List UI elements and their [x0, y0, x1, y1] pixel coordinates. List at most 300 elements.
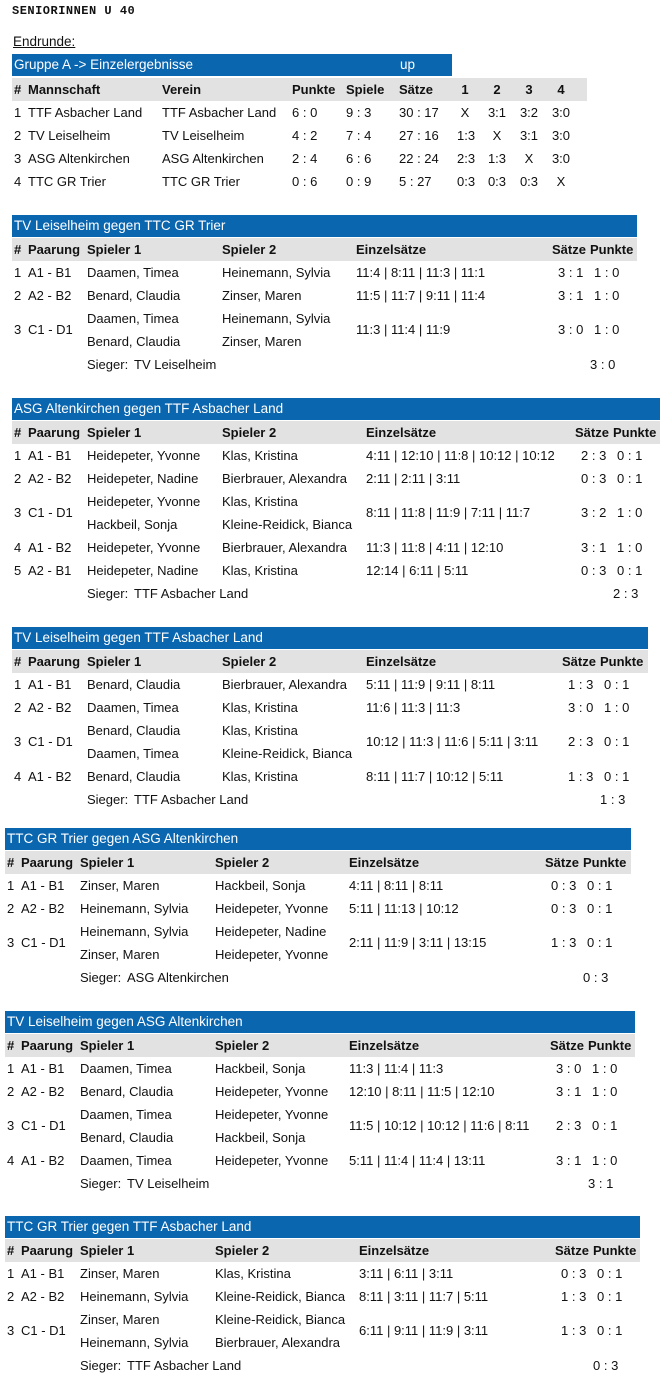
cell-saetze: 2 : 3	[556, 1118, 582, 1133]
player-name: Kleine-Reidick, Bianca	[215, 1312, 346, 1327]
sieger-row	[12, 353, 637, 376]
cell-spieler-2	[215, 920, 328, 966]
match-row	[12, 765, 648, 788]
header-saetze: Sätze	[550, 1038, 584, 1053]
standings-cell-verein: TTC GR Trier	[162, 174, 240, 189]
header-rank: #	[7, 1243, 15, 1258]
header-col-1: 1	[461, 82, 469, 97]
cell-game-number: 2	[14, 288, 22, 303]
match-row	[5, 1080, 635, 1103]
standings-cell-verein: TTF Asbacher Land	[162, 105, 277, 120]
header-punkte: Punkte	[590, 242, 634, 257]
cell-einzelsaetze: 3:11 | 6:11 | 3:11	[359, 1266, 454, 1281]
header-spieler-1: Spieler 1	[87, 654, 142, 669]
match-row	[5, 897, 631, 920]
cell-spieler-2	[215, 1285, 345, 1308]
standings-cell-team: TTF Asbacher Land	[28, 105, 143, 120]
header-rank: #	[14, 82, 22, 97]
group-table-header	[12, 78, 587, 101]
match-title: TTC GR Trier gegen ASG Altenkirchen	[5, 828, 631, 850]
cell-spieler-1	[80, 1149, 172, 1172]
cell-game-number: 2	[14, 700, 22, 715]
cell-paarung: C1 - D1	[21, 1118, 66, 1133]
header-einzelsaetze: Einzelsätze	[366, 425, 437, 440]
cell-einzelsaetze: 5:11 | 11:13 | 10:12	[349, 901, 459, 916]
player-name: Heinemann, Sylvia	[222, 311, 331, 326]
cell-saetze: 1 : 3	[561, 1289, 587, 1304]
sieger-score: 2 : 3	[613, 586, 639, 601]
header-paarung: Paarung	[28, 242, 81, 257]
header-col-2: 2	[493, 82, 501, 97]
sieger-row	[5, 1172, 635, 1195]
header-punkte: Punkte	[588, 1038, 632, 1053]
cell-paarung: A1 - B1	[21, 878, 65, 893]
cell-game-number: 3	[14, 322, 22, 337]
cell-paarung: A1 - B2	[28, 769, 72, 784]
cell-spieler-2	[215, 874, 305, 897]
cell-einzelsaetze: 8:11 | 11:8 | 11:9 | 7:11 | 11:7	[366, 505, 531, 520]
player-name: Bierbrauer, Alexandra	[215, 1335, 341, 1350]
cell-spieler-1	[87, 719, 180, 765]
cell-paarung: A2 - B2	[21, 901, 65, 916]
match-row	[12, 444, 660, 467]
standings-row	[12, 147, 587, 170]
standings-cell-punkte: 4 : 2	[292, 128, 318, 143]
match-row	[5, 1149, 635, 1172]
header-spieler-2: Spieler 2	[215, 1038, 270, 1053]
match-row	[12, 467, 660, 490]
standings-cell-team: TV Leiselheim	[28, 128, 111, 143]
cell-paarung: A2 - B2	[28, 288, 72, 303]
player-name: Kleine-Reidick, Bianca	[215, 1289, 346, 1304]
sieger-label: Sieger:	[87, 792, 129, 807]
match-table-header	[5, 1239, 640, 1262]
cell-punkte: 0 : 1	[587, 935, 613, 950]
cell-einzelsaetze: 8:11 | 11:7 | 10:12 | 5:11	[366, 769, 504, 784]
sieger-score: 0 : 3	[593, 1358, 619, 1373]
player-name: Hackbeil, Sonja	[87, 517, 178, 532]
cell-einzelsaetze: 12:10 | 8:11 | 11:5 | 12:10	[349, 1084, 495, 1099]
cell-saetze: 3 : 1	[581, 540, 607, 555]
player-name: Daamen, Timea	[87, 265, 179, 280]
cell-spieler-2	[222, 536, 347, 559]
cell-punkte: 1 : 0	[594, 288, 620, 303]
cell-punkte: 0 : 1	[604, 734, 630, 749]
endrunde-heading: Endrunde:	[13, 34, 76, 49]
cell-spieler-2	[222, 673, 347, 696]
header-punkte: Punkte	[292, 82, 336, 97]
player-name: Kleine-Reidick, Bianca	[222, 517, 353, 532]
cell-spieler-1	[80, 920, 188, 966]
match-row	[5, 920, 631, 966]
player-name: Daamen, Timea	[87, 746, 179, 761]
standings-cell-vs-3: X	[524, 151, 534, 166]
cell-spieler-1	[87, 261, 179, 284]
cell-saetze: 3 : 2	[581, 505, 607, 520]
player-name: Benard, Claudia	[87, 334, 181, 349]
header-saetze: Sätze	[562, 654, 596, 669]
header-col-3: 3	[525, 82, 533, 97]
player-name: Daamen, Timea	[80, 1107, 172, 1122]
standings-cell-spiele: 0 : 9	[346, 174, 372, 189]
header-punkte: Punkte	[583, 855, 627, 870]
sieger-row	[5, 966, 631, 989]
standings-cell-spiele: 9 : 3	[346, 105, 372, 120]
standings-row	[12, 124, 587, 147]
player-name: Heinemann, Sylvia	[222, 265, 331, 280]
cell-game-number: 1	[14, 448, 22, 463]
cell-saetze: 1 : 3	[551, 935, 577, 950]
cell-punkte: 0 : 1	[597, 1266, 623, 1281]
cell-saetze: 0 : 3	[561, 1266, 587, 1281]
cell-einzelsaetze: 4:11 | 8:11 | 8:11	[349, 878, 444, 893]
player-name: Klas, Kristina	[222, 723, 298, 738]
player-name: Heidepeter, Yvonne	[87, 540, 201, 555]
header-saetze: Sätze	[552, 242, 586, 257]
cell-saetze: 1 : 3	[561, 1323, 587, 1338]
player-name: Benard, Claudia	[87, 677, 181, 692]
header-paarung: Paarung	[21, 855, 74, 870]
cell-saetze: 3 : 1	[556, 1153, 582, 1168]
header-paarung: Paarung	[21, 1243, 74, 1258]
standings-cell-vs-3: 3:1	[519, 128, 539, 143]
cell-paarung: A1 - B2	[28, 540, 72, 555]
cell-saetze: 3 : 0	[568, 700, 594, 715]
player-name: Bierbrauer, Alexandra	[222, 540, 348, 555]
cell-einzelsaetze: 11:6 | 11:3 | 11:3	[366, 700, 461, 715]
cell-spieler-2	[222, 490, 352, 536]
cell-game-number: 3	[7, 1118, 15, 1133]
sieger-team: TTF Asbacher Land	[127, 1358, 242, 1373]
header-spieler-1: Spieler 1	[80, 1243, 135, 1258]
cell-paarung: A1 - B1	[28, 677, 72, 692]
player-name: Klas, Kristina	[222, 700, 298, 715]
match-row	[12, 284, 637, 307]
header-einzelsaetze: Einzelsätze	[349, 1038, 420, 1053]
cell-spieler-2	[215, 1080, 328, 1103]
cell-paarung: A1 - B1	[28, 265, 72, 280]
standings-cell-vs-4: X	[556, 174, 566, 189]
cell-punkte: 0 : 1	[617, 448, 643, 463]
player-name: Benard, Claudia	[87, 723, 181, 738]
standings-cell-punkte: 6 : 0	[292, 105, 318, 120]
header-punkte: Punkte	[600, 654, 644, 669]
match-block	[12, 215, 637, 376]
sieger-label: Sieger:	[87, 357, 129, 372]
match-title: TTC GR Trier gegen TTF Asbacher Land	[5, 1216, 640, 1238]
cell-game-number: 1	[7, 878, 15, 893]
standings-cell-saetze: 5 : 27	[399, 174, 432, 189]
player-name: Bierbrauer, Alexandra	[222, 471, 348, 486]
sieger-row	[12, 582, 660, 605]
player-name: Heidepeter, Nadine	[215, 924, 327, 939]
cell-spieler-2	[215, 1262, 291, 1285]
player-name: Heinemann, Sylvia	[80, 1289, 189, 1304]
header-spieler-1: Spieler 1	[87, 425, 142, 440]
cell-punkte: 1 : 0	[617, 505, 643, 520]
standings-cell-rank: 4	[14, 174, 22, 189]
match-row	[12, 696, 648, 719]
header-spieler-2: Spieler 2	[222, 242, 277, 257]
match-row	[5, 1262, 640, 1285]
cell-saetze: 3 : 1	[558, 265, 584, 280]
cell-punkte: 1 : 0	[592, 1153, 618, 1168]
match-block	[5, 1011, 635, 1195]
player-name: Klas, Kristina	[222, 563, 298, 578]
standings-cell-vs-2: X	[492, 128, 502, 143]
cell-einzelsaetze: 11:3 | 11:4 | 11:9	[356, 322, 451, 337]
player-name: Zinser, Maren	[222, 288, 302, 303]
standings-cell-vs-1: 2:3	[457, 151, 476, 166]
header-einzelsaetze: Einzelsätze	[359, 1243, 430, 1258]
standings-row	[12, 101, 587, 124]
cell-paarung: A2 - B2	[28, 471, 72, 486]
player-name: Zinser, Maren	[80, 1266, 160, 1281]
standings-cell-vs-3: 3:2	[519, 105, 539, 120]
match-row	[5, 1285, 640, 1308]
header-spieler-2: Spieler 2	[222, 654, 277, 669]
cell-paarung: A2 - B1	[28, 563, 72, 578]
cell-saetze: 0 : 3	[581, 471, 607, 486]
cell-spieler-1	[80, 1285, 188, 1308]
sieger-team: TTF Asbacher Land	[134, 792, 249, 807]
cell-spieler-1	[80, 1057, 172, 1080]
cell-paarung: A1 - B2	[21, 1153, 65, 1168]
player-name: Daamen, Timea	[87, 700, 179, 715]
sieger-score: 3 : 0	[590, 357, 616, 372]
standings-cell-rank: 2	[14, 128, 22, 143]
standings-cell-spiele: 6 : 6	[346, 151, 372, 166]
cell-saetze: 3 : 0	[558, 322, 584, 337]
standings-cell-team: TTC GR Trier	[28, 174, 106, 189]
cell-saetze: 2 : 3	[581, 448, 607, 463]
cell-paarung: A1 - B1	[21, 1061, 65, 1076]
match-block	[5, 1216, 640, 1377]
player-name: Benard, Claudia	[87, 288, 181, 303]
cell-spieler-2	[222, 444, 298, 467]
cell-spieler-1	[80, 897, 188, 920]
cell-game-number: 4	[14, 540, 22, 555]
match-title: TV Leiselheim gegen TTF Asbacher Land	[12, 627, 648, 649]
match-row	[5, 874, 631, 897]
player-name: Heidepeter, Nadine	[87, 471, 199, 486]
cell-einzelsaetze: 2:11 | 2:11 | 3:11	[366, 471, 461, 486]
standings-cell-vs-1: X	[460, 105, 470, 120]
player-name: Klas, Kristina	[222, 494, 298, 509]
cell-spieler-2	[222, 261, 330, 284]
cell-punkte: 1 : 0	[604, 700, 630, 715]
cell-punkte: 0 : 1	[592, 1118, 618, 1133]
cell-spieler-1	[80, 1262, 159, 1285]
cell-game-number: 5	[14, 563, 22, 578]
player-name: Heidepeter, Yvonne	[215, 1107, 329, 1122]
match-row	[5, 1057, 635, 1080]
cell-spieler-2	[222, 719, 352, 765]
cell-spieler-2	[222, 559, 298, 582]
cell-paarung: C1 - D1	[28, 505, 73, 520]
cell-spieler-1	[87, 284, 180, 307]
standings-cell-verein: TV Leiselheim	[162, 128, 245, 143]
player-name: Zinser, Maren	[222, 334, 302, 349]
cell-saetze: 2 : 3	[568, 734, 594, 749]
header-spieler-1: Spieler 1	[80, 855, 135, 870]
cell-spieler-1	[87, 490, 200, 536]
header-rank: #	[14, 425, 22, 440]
header-rank: #	[7, 1038, 15, 1053]
standings-cell-vs-3: 0:3	[519, 174, 539, 189]
cell-einzelsaetze: 11:5 | 10:12 | 10:12 | 11:6 | 8:11	[349, 1118, 530, 1133]
standings-cell-vs-2: 3:1	[487, 105, 507, 120]
player-name: Klas, Kristina	[222, 448, 298, 463]
player-name: Zinser, Maren	[80, 947, 160, 962]
cell-paarung: A2 - B2	[21, 1289, 65, 1304]
cell-punkte: 0 : 1	[617, 471, 643, 486]
cell-punkte: 1 : 0	[592, 1061, 618, 1076]
cell-saetze: 1 : 3	[568, 677, 594, 692]
cell-spieler-1	[87, 536, 200, 559]
standings-cell-saetze: 27 : 16	[399, 128, 439, 143]
cell-spieler-1	[87, 673, 180, 696]
page-title: SENIORINNEN U 40	[12, 4, 136, 18]
match-row	[12, 673, 648, 696]
standings-cell-saetze: 22 : 24	[399, 151, 439, 166]
player-name: Hackbeil, Sonja	[215, 878, 306, 893]
cell-saetze: 3 : 0	[556, 1061, 582, 1076]
cell-spieler-1	[87, 467, 198, 490]
cell-spieler-2	[215, 1103, 328, 1149]
player-name: Daamen, Timea	[87, 311, 179, 326]
header-spiele: Spiele	[346, 82, 385, 97]
cell-paarung: A2 - B2	[28, 700, 72, 715]
cell-spieler-1	[87, 765, 180, 788]
player-name: Heidepeter, Yvonne	[215, 901, 329, 916]
cell-spieler-2	[222, 467, 347, 490]
sieger-team: TTF Asbacher Land	[134, 586, 249, 601]
header-einzelsaetze: Einzelsätze	[349, 855, 420, 870]
cell-punkte: 0 : 1	[597, 1323, 623, 1338]
standings-row	[12, 170, 587, 193]
cell-einzelsaetze: 10:12 | 11:3 | 11:6 | 5:11 | 3:11	[366, 734, 539, 749]
cell-spieler-2	[222, 765, 298, 788]
player-name: Benard, Claudia	[80, 1130, 174, 1145]
match-table-header	[12, 421, 660, 444]
standings-cell-spiele: 7 : 4	[346, 128, 372, 143]
cell-paarung: C1 - D1	[21, 1323, 66, 1338]
header-saetze: Sätze	[555, 1243, 589, 1258]
cell-game-number: 4	[14, 769, 22, 784]
standings-cell-vs-2: 1:3	[487, 151, 507, 166]
header-einzelsaetze: Einzelsätze	[356, 242, 427, 257]
player-name: Heinemann, Sylvia	[80, 924, 189, 939]
player-name: Zinser, Maren	[80, 878, 160, 893]
cell-einzelsaetze: 5:11 | 11:9 | 9:11 | 8:11	[366, 677, 496, 692]
cell-game-number: 1	[14, 677, 22, 692]
header-rank: #	[7, 855, 15, 870]
sieger-score: 1 : 3	[600, 792, 626, 807]
match-table-header	[5, 1034, 635, 1057]
match-row	[12, 490, 660, 536]
cell-game-number: 3	[7, 1323, 15, 1338]
cell-spieler-2	[215, 1308, 345, 1354]
standings-cell-vs-4: 3:0	[551, 105, 571, 120]
standings-cell-saetze: 30 : 17	[399, 105, 439, 120]
cell-spieler-1	[87, 444, 200, 467]
player-name: Kleine-Reidick, Bianca	[222, 746, 353, 761]
cell-game-number: 3	[14, 505, 22, 520]
cell-game-number: 2	[7, 1289, 15, 1304]
standings-cell-rank: 1	[14, 105, 22, 120]
cell-spieler-2	[215, 897, 328, 920]
cell-paarung: A1 - B1	[21, 1266, 65, 1281]
cell-game-number: 1	[14, 265, 22, 280]
cell-saetze: 0 : 3	[581, 563, 607, 578]
player-name: Benard, Claudia	[80, 1084, 174, 1099]
cell-spieler-1	[87, 307, 180, 353]
up-link[interactable]: up	[400, 57, 416, 72]
cell-paarung: A1 - B1	[28, 448, 72, 463]
player-name: Daamen, Timea	[80, 1061, 172, 1076]
match-title: ASG Altenkirchen gegen TTF Asbacher Land	[12, 398, 660, 420]
cell-spieler-1	[80, 1103, 173, 1149]
cell-saetze: 3 : 1	[556, 1084, 582, 1099]
group-standings	[12, 54, 587, 193]
cell-einzelsaetze: 2:11 | 11:9 | 3:11 | 13:15	[349, 935, 487, 950]
header-verein: Verein	[162, 82, 202, 97]
header-saetze: Sätze	[545, 855, 579, 870]
player-name: Zinser, Maren	[80, 1312, 160, 1327]
group-title: Gruppe A -> Einzelergebnisse	[14, 57, 193, 72]
cell-paarung: C1 - D1	[28, 322, 73, 337]
cell-spieler-2	[222, 307, 330, 353]
player-name: Heinemann, Sylvia	[80, 901, 189, 916]
cell-punkte: 0 : 1	[587, 878, 613, 893]
header-spieler-2: Spieler 2	[215, 855, 270, 870]
player-name: Heidepeter, Yvonne	[87, 494, 201, 509]
match-block	[12, 627, 648, 811]
cell-einzelsaetze: 6:11 | 9:11 | 11:9 | 3:11	[359, 1323, 489, 1338]
match-row	[12, 307, 637, 353]
player-name: Daamen, Timea	[80, 1153, 172, 1168]
cell-paarung: A2 - B2	[21, 1084, 65, 1099]
match-table-header	[12, 650, 648, 673]
cell-saetze: 1 : 3	[568, 769, 594, 784]
header-spieler-1: Spieler 1	[87, 242, 142, 257]
header-saetze: Sätze	[399, 82, 433, 97]
cell-game-number: 3	[14, 734, 22, 749]
cell-saetze: 0 : 3	[551, 878, 577, 893]
header-saetze: Sätze	[575, 425, 609, 440]
cell-punkte: 0 : 1	[597, 1289, 623, 1304]
player-name: Heidepeter, Yvonne	[215, 947, 329, 962]
sieger-score: 0 : 3	[583, 970, 609, 985]
group-title-bar	[12, 54, 452, 76]
cell-spieler-2	[215, 1149, 328, 1172]
sieger-row	[12, 788, 648, 811]
match-block	[5, 828, 631, 989]
match-table-header	[12, 238, 637, 261]
sieger-team: TV Leiselheim	[127, 1176, 210, 1191]
cell-punkte: 0 : 1	[617, 563, 643, 578]
player-name: Hackbeil, Sonja	[215, 1130, 306, 1145]
cell-punkte: 1 : 0	[594, 322, 620, 337]
cell-spieler-1	[87, 696, 179, 719]
header-einzelsaetze: Einzelsätze	[366, 654, 437, 669]
sieger-label: Sieger:	[80, 970, 122, 985]
standings-cell-verein: ASG Altenkirchen	[162, 151, 264, 166]
cell-game-number: 3	[7, 935, 15, 950]
cell-game-number: 2	[14, 471, 22, 486]
cell-saetze: 3 : 1	[558, 288, 584, 303]
